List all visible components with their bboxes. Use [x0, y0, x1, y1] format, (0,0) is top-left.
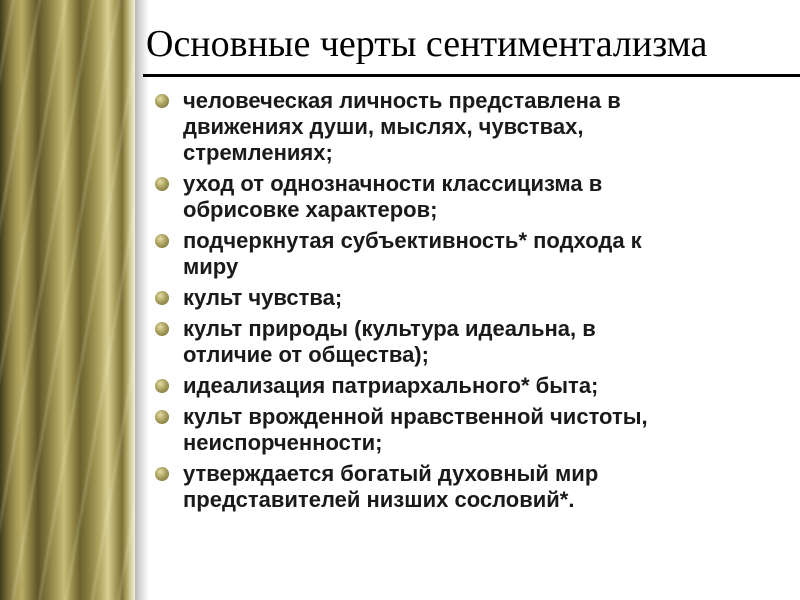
bullet-line: подчеркнутая субъективность* подхода к [183, 228, 642, 253]
bullet-item [155, 88, 775, 166]
bullet-item [155, 461, 775, 513]
bullet-icon [155, 94, 169, 108]
bullet-line: отличие от общества); [183, 342, 429, 367]
bullet-item [155, 404, 775, 456]
bullet-line: человеческая личность представлена в [183, 88, 621, 113]
bullet-line: культ чувства; [183, 285, 343, 310]
bullet-line: представителей низших сословий*. [183, 487, 575, 512]
bullet-list [155, 88, 775, 518]
bullet-line: культ врожденной нравственной чистоты, [183, 404, 648, 429]
bullet-item [155, 285, 775, 311]
bullet-line: обрисовке характеров; [183, 197, 438, 222]
bullet-item [155, 373, 775, 399]
bullet-line: движениях души, мыслях, чувствах, [183, 114, 584, 139]
bullet-line: культ природы (культура идеальна, в [183, 316, 596, 341]
gold-curtain-decoration [0, 0, 135, 600]
title-underline [143, 74, 800, 77]
bullet-line: стремлениях; [183, 140, 333, 165]
bullet-item [155, 228, 775, 280]
bullet-icon [155, 322, 169, 336]
bullet-icon [155, 291, 169, 305]
curtain-shadow [135, 0, 149, 600]
bullet-icon [155, 379, 169, 393]
bullet-line: идеализация патриархального* быта; [183, 373, 599, 398]
bullet-icon [155, 234, 169, 248]
bullet-icon [155, 467, 169, 481]
bullet-icon [155, 177, 169, 191]
bullet-item [155, 171, 775, 223]
bullet-item [155, 316, 775, 368]
bullet-line: неиспорченности; [183, 430, 383, 455]
bullet-line: миру [183, 254, 239, 279]
bullet-icon [155, 410, 169, 424]
bullet-line: утверждается богатый духовный мир [183, 461, 599, 486]
slide-title: Основные черты сентиментализма [146, 23, 708, 65]
bullet-line: уход от однозначности классицизма в [183, 171, 603, 196]
